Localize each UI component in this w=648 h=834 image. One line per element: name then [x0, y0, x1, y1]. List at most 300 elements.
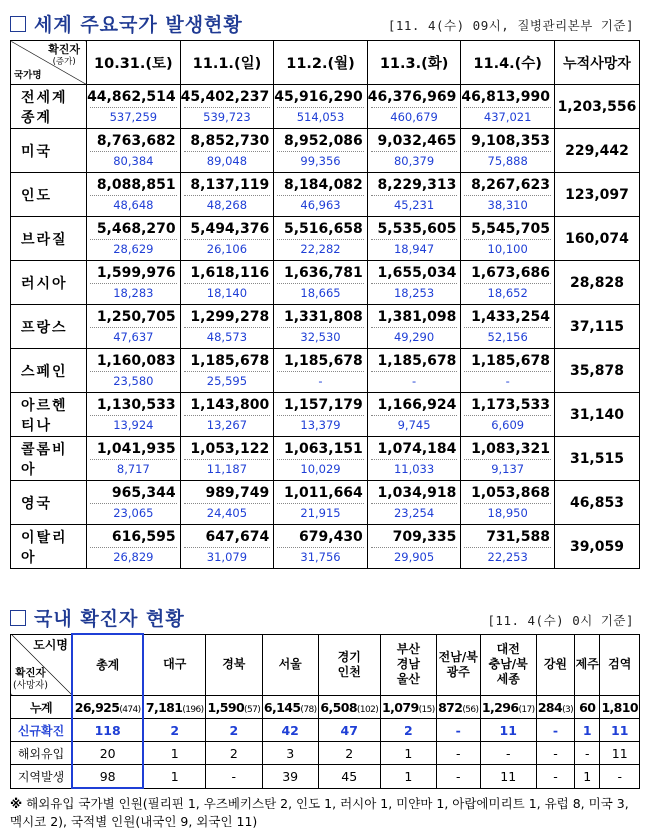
region-value: [437, 765, 481, 789]
region-value: [72, 696, 143, 719]
region-count: -: [455, 722, 461, 738]
date-cell: [367, 85, 461, 129]
region-value: [318, 696, 380, 719]
cumulative-value: 8,952,086: [283, 133, 363, 149]
daily-increase-value: 26,106: [184, 239, 271, 259]
country-name: 전세계종계: [11, 85, 87, 129]
date-cell: [87, 173, 181, 217]
cumulative-value: 1,157,179: [283, 397, 363, 413]
date-cell: [274, 85, 368, 129]
world-basis: [11. 4(수) 09시, 질병관리본부 기준]: [387, 18, 634, 33]
country-name: 스페인: [11, 349, 87, 393]
country-row: [11, 85, 640, 129]
cumulative-value: 1,618,116: [190, 265, 270, 281]
date-cell: [274, 525, 368, 569]
region-value: [206, 742, 262, 765]
region-header-line: 울산: [396, 672, 420, 687]
cumulative-value: 9,108,353: [471, 133, 550, 149]
cumulative-value: 616,595: [111, 529, 176, 545]
date-cell: [367, 481, 461, 525]
region-count: 6,145: [263, 699, 301, 715]
region-deaths: (56): [462, 704, 479, 715]
date-cell: [180, 525, 274, 569]
region-count: 3: [286, 745, 295, 761]
region-deaths: (17): [518, 704, 535, 715]
region-value: [575, 742, 600, 765]
row-label: 신규확진: [11, 719, 73, 742]
country-name: 프랑스: [11, 305, 87, 349]
corner-confirmed-label: 확진자: [15, 667, 46, 679]
daily-increase-value: 89,048: [184, 151, 271, 171]
region-count: 1: [583, 768, 592, 784]
region-count: 1: [170, 768, 179, 784]
date-cell: [180, 129, 274, 173]
daily-increase-value: 22,282: [277, 239, 364, 259]
daily-increase-value: 6,609: [464, 415, 551, 435]
date-cell: [461, 261, 555, 305]
daily-increase-value: 31,756: [277, 547, 364, 567]
cumulative-value: 1,331,808: [283, 309, 363, 325]
region-count: 11: [500, 768, 517, 784]
daily-increase-value: 460,679: [371, 107, 458, 127]
region-count: 2: [170, 722, 180, 738]
cumulative-deaths-value: 28,828: [554, 261, 639, 305]
daily-increase-value: 48,268: [184, 195, 271, 215]
region-count: 6,508: [320, 699, 357, 715]
cumulative-deaths-value: 39,059: [554, 525, 639, 569]
daily-increase-value: 539,723: [184, 107, 271, 127]
cumulative-value: 965,344: [111, 485, 176, 501]
region-header-line: 부산: [396, 642, 420, 657]
cumulative-value: 1,063,151: [283, 441, 363, 457]
region-value: [480, 765, 536, 789]
note-mark: ※: [10, 796, 23, 811]
daily-increase-value: 47,637: [90, 327, 177, 347]
daily-increase-value: 23,580: [90, 371, 177, 391]
daily-increase-value: 28,629: [90, 239, 177, 259]
region-count: -: [553, 745, 558, 761]
date-cell: [87, 349, 181, 393]
region-count: -: [584, 745, 590, 761]
cumulative-value: 1,160,083: [96, 353, 176, 369]
region-deaths: (3): [562, 704, 574, 715]
country-row: [11, 437, 640, 481]
daily-increase-value: 25,595: [184, 371, 271, 391]
cumulative-value: 8,137,119: [190, 177, 270, 193]
region-value: [380, 765, 436, 789]
date-cell: [367, 305, 461, 349]
date-cell: [461, 393, 555, 437]
cumulative-value: 1,041,935: [96, 441, 176, 457]
date-header: 11.3.(화): [367, 41, 461, 85]
cumulative-value: 8,852,730: [190, 133, 270, 149]
date-cell: [180, 305, 274, 349]
cumulative-value: 46,813,990: [461, 89, 550, 105]
daily-increase-value: 23,254: [371, 503, 458, 523]
daily-increase-value: 9,745: [371, 415, 458, 435]
region-value: [318, 719, 380, 742]
region-header-line: 세종: [496, 672, 520, 687]
region-header: [262, 634, 318, 696]
region-count: 11: [611, 745, 628, 761]
date-cell: [274, 437, 368, 481]
region-value: [600, 719, 640, 742]
region-header: [480, 634, 536, 696]
cumulative-deaths-value: 123,097: [554, 173, 639, 217]
checkbox-square-icon: [10, 610, 26, 626]
cumulative-value: 1,299,278: [190, 309, 270, 325]
cumulative-value: 1,599,976: [96, 265, 176, 281]
date-cell: [367, 349, 461, 393]
daily-increase-value: 31,079: [184, 547, 271, 567]
region-value: [575, 696, 600, 719]
cumulative-value: 46,376,969: [367, 89, 457, 105]
cumulative-value: 5,468,270: [96, 221, 176, 237]
region-header-line: 인천: [337, 664, 361, 679]
cumulative-value: 5,516,658: [283, 221, 363, 237]
corner-city-label: 도시명: [33, 637, 68, 652]
region-value: [262, 719, 318, 742]
daily-increase-value: 29,905: [371, 547, 458, 567]
region-count: 1: [170, 745, 179, 761]
date-cell: [180, 217, 274, 261]
region-header: [318, 634, 380, 696]
date-cell: [461, 217, 555, 261]
cumulative-value: 1,011,664: [283, 485, 363, 501]
region-count: 2: [345, 745, 354, 761]
region-value: [480, 719, 536, 742]
region-header-line: 전남/북: [438, 649, 478, 664]
cumulative-value: 647,674: [205, 529, 270, 545]
cumulative-value: 9,032,465: [377, 133, 457, 149]
cumulative-value: 709,335: [392, 529, 457, 545]
region-count: 1: [404, 745, 413, 761]
region-value: [536, 742, 574, 765]
daily-increase-value: 23,065: [90, 503, 177, 523]
region-count: -: [231, 768, 237, 784]
cumulative-deaths-value: 160,074: [554, 217, 639, 261]
region-count: 45: [341, 768, 358, 784]
region-header: [72, 634, 143, 696]
date-header: 10.31.(토): [87, 41, 181, 85]
region-deaths: (15): [418, 704, 435, 715]
domestic-row: [11, 696, 640, 719]
cumulative-value: 1,053,868: [471, 485, 550, 501]
cumulative-deaths-value: 1,203,556: [554, 85, 639, 129]
date-cell: [461, 481, 555, 525]
region-value: [437, 696, 481, 719]
daily-increase-value: 22,253: [464, 547, 551, 567]
date-cell: [180, 349, 274, 393]
cumulative-value: 1,130,533: [96, 397, 176, 413]
region-value: [480, 696, 536, 719]
region-deaths: (78): [300, 704, 317, 715]
date-cell: [180, 437, 274, 481]
country-name: 러시아: [11, 261, 87, 305]
region-count: -: [552, 722, 559, 738]
daily-increase-value: 45,231: [371, 195, 458, 215]
date-cell: [461, 129, 555, 173]
cumulative-deaths-value: 35,878: [554, 349, 639, 393]
region-deaths: (57): [244, 704, 261, 715]
country-name: 아르헨티나: [11, 393, 87, 437]
domestic-row: [11, 719, 640, 742]
daily-increase-value: 537,259: [90, 107, 177, 127]
cumulative-value: 8,088,851: [96, 177, 176, 193]
date-cell: [180, 393, 274, 437]
date-cell: [87, 85, 181, 129]
cumulative-deaths-value: 46,853: [554, 481, 639, 525]
daily-increase-value: -: [464, 371, 551, 391]
corner-deaths-label: (사망자): [13, 680, 48, 691]
date-cell: [180, 261, 274, 305]
daily-increase-value: 32,530: [277, 327, 364, 347]
region-count: 39: [282, 768, 299, 784]
date-cell: [461, 437, 555, 481]
region-count: 1: [582, 722, 592, 738]
region-count: 7,181: [145, 699, 183, 715]
cumulative-value: 1,673,686: [471, 265, 550, 281]
cumulative-value: 8,763,682: [96, 133, 176, 149]
date-cell: [367, 437, 461, 481]
region-value: [600, 765, 640, 789]
domestic-row: [11, 742, 640, 765]
corner-confirmed-label: 확진자: [48, 43, 81, 56]
region-deaths: (474): [119, 704, 141, 715]
corner-increase-label: (증가): [52, 57, 76, 67]
cumulative-value: 1,173,533: [471, 397, 550, 413]
region-value: [143, 719, 205, 742]
region-value: [318, 742, 380, 765]
cumulative-value: 1,185,678: [283, 353, 363, 369]
date-cell: [87, 129, 181, 173]
daily-increase-value: 10,029: [277, 459, 364, 479]
daily-increase-value: 9,137: [464, 459, 551, 479]
country-row: [11, 305, 640, 349]
region-header-line: 경남: [396, 657, 420, 672]
region-count: 118: [94, 722, 121, 738]
daily-increase-value: 11,033: [371, 459, 458, 479]
deaths-header: 누적사망자: [554, 41, 639, 85]
region-count: -: [553, 768, 558, 784]
country-row: [11, 129, 640, 173]
cumulative-value: 45,916,290: [274, 89, 363, 105]
cumulative-value: 1,636,781: [283, 265, 363, 281]
region-value: [262, 742, 318, 765]
region-count: 20: [99, 745, 116, 761]
date-cell: [87, 305, 181, 349]
region-value: [72, 742, 143, 765]
region-count: -: [617, 768, 622, 784]
region-count: 1,079: [382, 699, 419, 715]
cumulative-value: 1,185,678: [471, 353, 550, 369]
region-header-line: 강원: [543, 657, 568, 672]
date-cell: [87, 393, 181, 437]
region-count: -: [456, 745, 461, 761]
region-value: [318, 765, 380, 789]
region-value: [143, 742, 205, 765]
daily-increase-value: 24,405: [184, 503, 271, 523]
cumulative-value: 989,749: [205, 485, 270, 501]
cumulative-deaths-value: 229,442: [554, 129, 639, 173]
checkbox-square-icon: [10, 16, 26, 32]
region-count: 1,810: [601, 699, 638, 715]
date-header: 11.4.(수): [461, 41, 555, 85]
date-cell: [274, 129, 368, 173]
region-deaths: (102): [356, 704, 379, 715]
region-value: [72, 719, 143, 742]
region-count: -: [505, 745, 511, 761]
country-row: [11, 525, 640, 569]
country-name: 인도: [11, 173, 87, 217]
daily-increase-value: 38,310: [464, 195, 551, 215]
daily-increase-value: 18,140: [184, 283, 271, 303]
cumulative-deaths-value: 31,140: [554, 393, 639, 437]
cumulative-value: 1,655,034: [377, 265, 457, 281]
domestic-title-text: 국내 확진자 현황: [34, 608, 185, 630]
country-row: [11, 261, 640, 305]
domestic-section-title: [10, 604, 185, 631]
cumulative-value: 1,433,254: [471, 309, 550, 325]
country-row: [11, 393, 640, 437]
cumulative-value: 44,862,514: [87, 89, 176, 105]
world-header-row: [11, 41, 640, 85]
region-deaths: (196): [182, 704, 204, 715]
country-name: 콜롬비아: [11, 437, 87, 481]
cumulative-value: 1,166,924: [377, 397, 457, 413]
cumulative-deaths-value: 31,515: [554, 437, 639, 481]
date-cell: [367, 173, 461, 217]
region-value: [536, 696, 574, 719]
date-header: 11.2.(월): [274, 41, 368, 85]
date-cell: [87, 261, 181, 305]
daily-increase-value: 437,021: [464, 107, 551, 127]
country-row: [11, 173, 640, 217]
region-header-line: 경기: [337, 649, 361, 664]
domestic-basis: [11. 4(수) 0시 기준]: [487, 613, 634, 628]
daily-increase-value: 10,100: [464, 239, 551, 259]
date-cell: [461, 305, 555, 349]
daily-increase-value: 11,187: [184, 459, 271, 479]
region-count: 26,925: [74, 699, 120, 715]
region-header: [143, 634, 205, 696]
daily-increase-value: 49,290: [371, 327, 458, 347]
region-header-line: 광주: [446, 664, 470, 679]
date-cell: [274, 173, 368, 217]
cumulative-value: 1,381,098: [377, 309, 457, 325]
daily-increase-value: -: [277, 371, 364, 391]
region-value: [380, 719, 436, 742]
daily-increase-value: 18,665: [277, 283, 364, 303]
world-corner-header: [11, 41, 87, 85]
region-count: 2: [229, 722, 239, 738]
region-value: [206, 696, 262, 719]
cumulative-value: 5,545,705: [471, 221, 550, 237]
date-cell: [180, 481, 274, 525]
date-cell: [180, 85, 274, 129]
region-count: 2: [229, 745, 238, 761]
region-header: [575, 634, 600, 696]
region-value: [262, 696, 318, 719]
daily-increase-value: 52,156: [464, 327, 551, 347]
region-value: [262, 765, 318, 789]
footnote-text: 해외유입 국가별 인원(필리핀 1, 우즈베키스탄 2, 인도 1, 러시아 1, 미얀마 1, 아랍에미리트 1, 유럽 8, 미국 3, 멕시코 2), 국적별 인원(내국인 9, 외국인 11): [10, 796, 629, 829]
date-cell: [461, 349, 555, 393]
daily-increase-value: 75,888: [464, 151, 551, 171]
domestic-header-row: [11, 634, 640, 696]
daily-increase-value: -: [371, 371, 458, 391]
country-name: 미국: [11, 129, 87, 173]
cumulative-value: 1,034,918: [377, 485, 457, 501]
date-cell: [180, 173, 274, 217]
region-header: [206, 634, 262, 696]
daily-increase-value: 99,356: [277, 151, 364, 171]
cumulative-value: 1,083,321: [471, 441, 550, 457]
date-cell: [461, 85, 555, 129]
region-header-line: 제주: [575, 657, 599, 672]
region-count: 2: [403, 722, 413, 738]
daily-increase-value: 13,924: [90, 415, 177, 435]
region-value: [600, 696, 640, 719]
country-name: 브라질: [11, 217, 87, 261]
region-header-line: 서울: [278, 657, 302, 672]
region-count: 60: [579, 699, 596, 715]
row-label: 지역발생: [11, 765, 73, 789]
date-cell: [367, 525, 461, 569]
region-value: [72, 765, 143, 789]
cumulative-value: 731,588: [486, 529, 550, 545]
date-cell: [367, 261, 461, 305]
date-cell: [367, 217, 461, 261]
region-count: 1,296: [481, 699, 519, 715]
region-value: [143, 696, 205, 719]
daily-increase-value: 21,915: [277, 503, 364, 523]
country-name: 영국: [11, 481, 87, 525]
region-value: [437, 719, 481, 742]
cumulative-value: 8,267,623: [471, 177, 550, 193]
region-header: [536, 634, 574, 696]
country-row: [11, 217, 640, 261]
region-count: -: [456, 768, 461, 784]
cumulative-value: 1,074,184: [377, 441, 457, 457]
date-cell: [461, 173, 555, 217]
region-header-line: 총계: [96, 657, 120, 672]
date-header: 11.1.(일): [180, 41, 274, 85]
domestic-table: [10, 633, 640, 789]
cumulative-value: 1,185,678: [190, 353, 270, 369]
daily-increase-value: 18,652: [464, 283, 551, 303]
daily-increase-value: 8,717: [90, 459, 177, 479]
date-cell: [461, 525, 555, 569]
daily-increase-value: 80,379: [371, 151, 458, 171]
region-value: [437, 742, 481, 765]
date-cell: [87, 217, 181, 261]
world-section-title: [10, 10, 243, 37]
date-cell: [274, 305, 368, 349]
world-table: [10, 40, 640, 569]
country-row: [11, 349, 640, 393]
region-value: [480, 742, 536, 765]
region-header-line: 경북: [222, 657, 246, 672]
region-header: [437, 634, 481, 696]
region-count: 11: [499, 722, 517, 738]
country-row: [11, 481, 640, 525]
daily-increase-value: 48,648: [90, 195, 177, 215]
world-title-text: 세계 주요국가 발생현황: [34, 14, 243, 36]
region-count: 11: [611, 722, 629, 738]
cumulative-value: 8,184,082: [283, 177, 363, 193]
region-header-line: 검역: [608, 657, 632, 672]
